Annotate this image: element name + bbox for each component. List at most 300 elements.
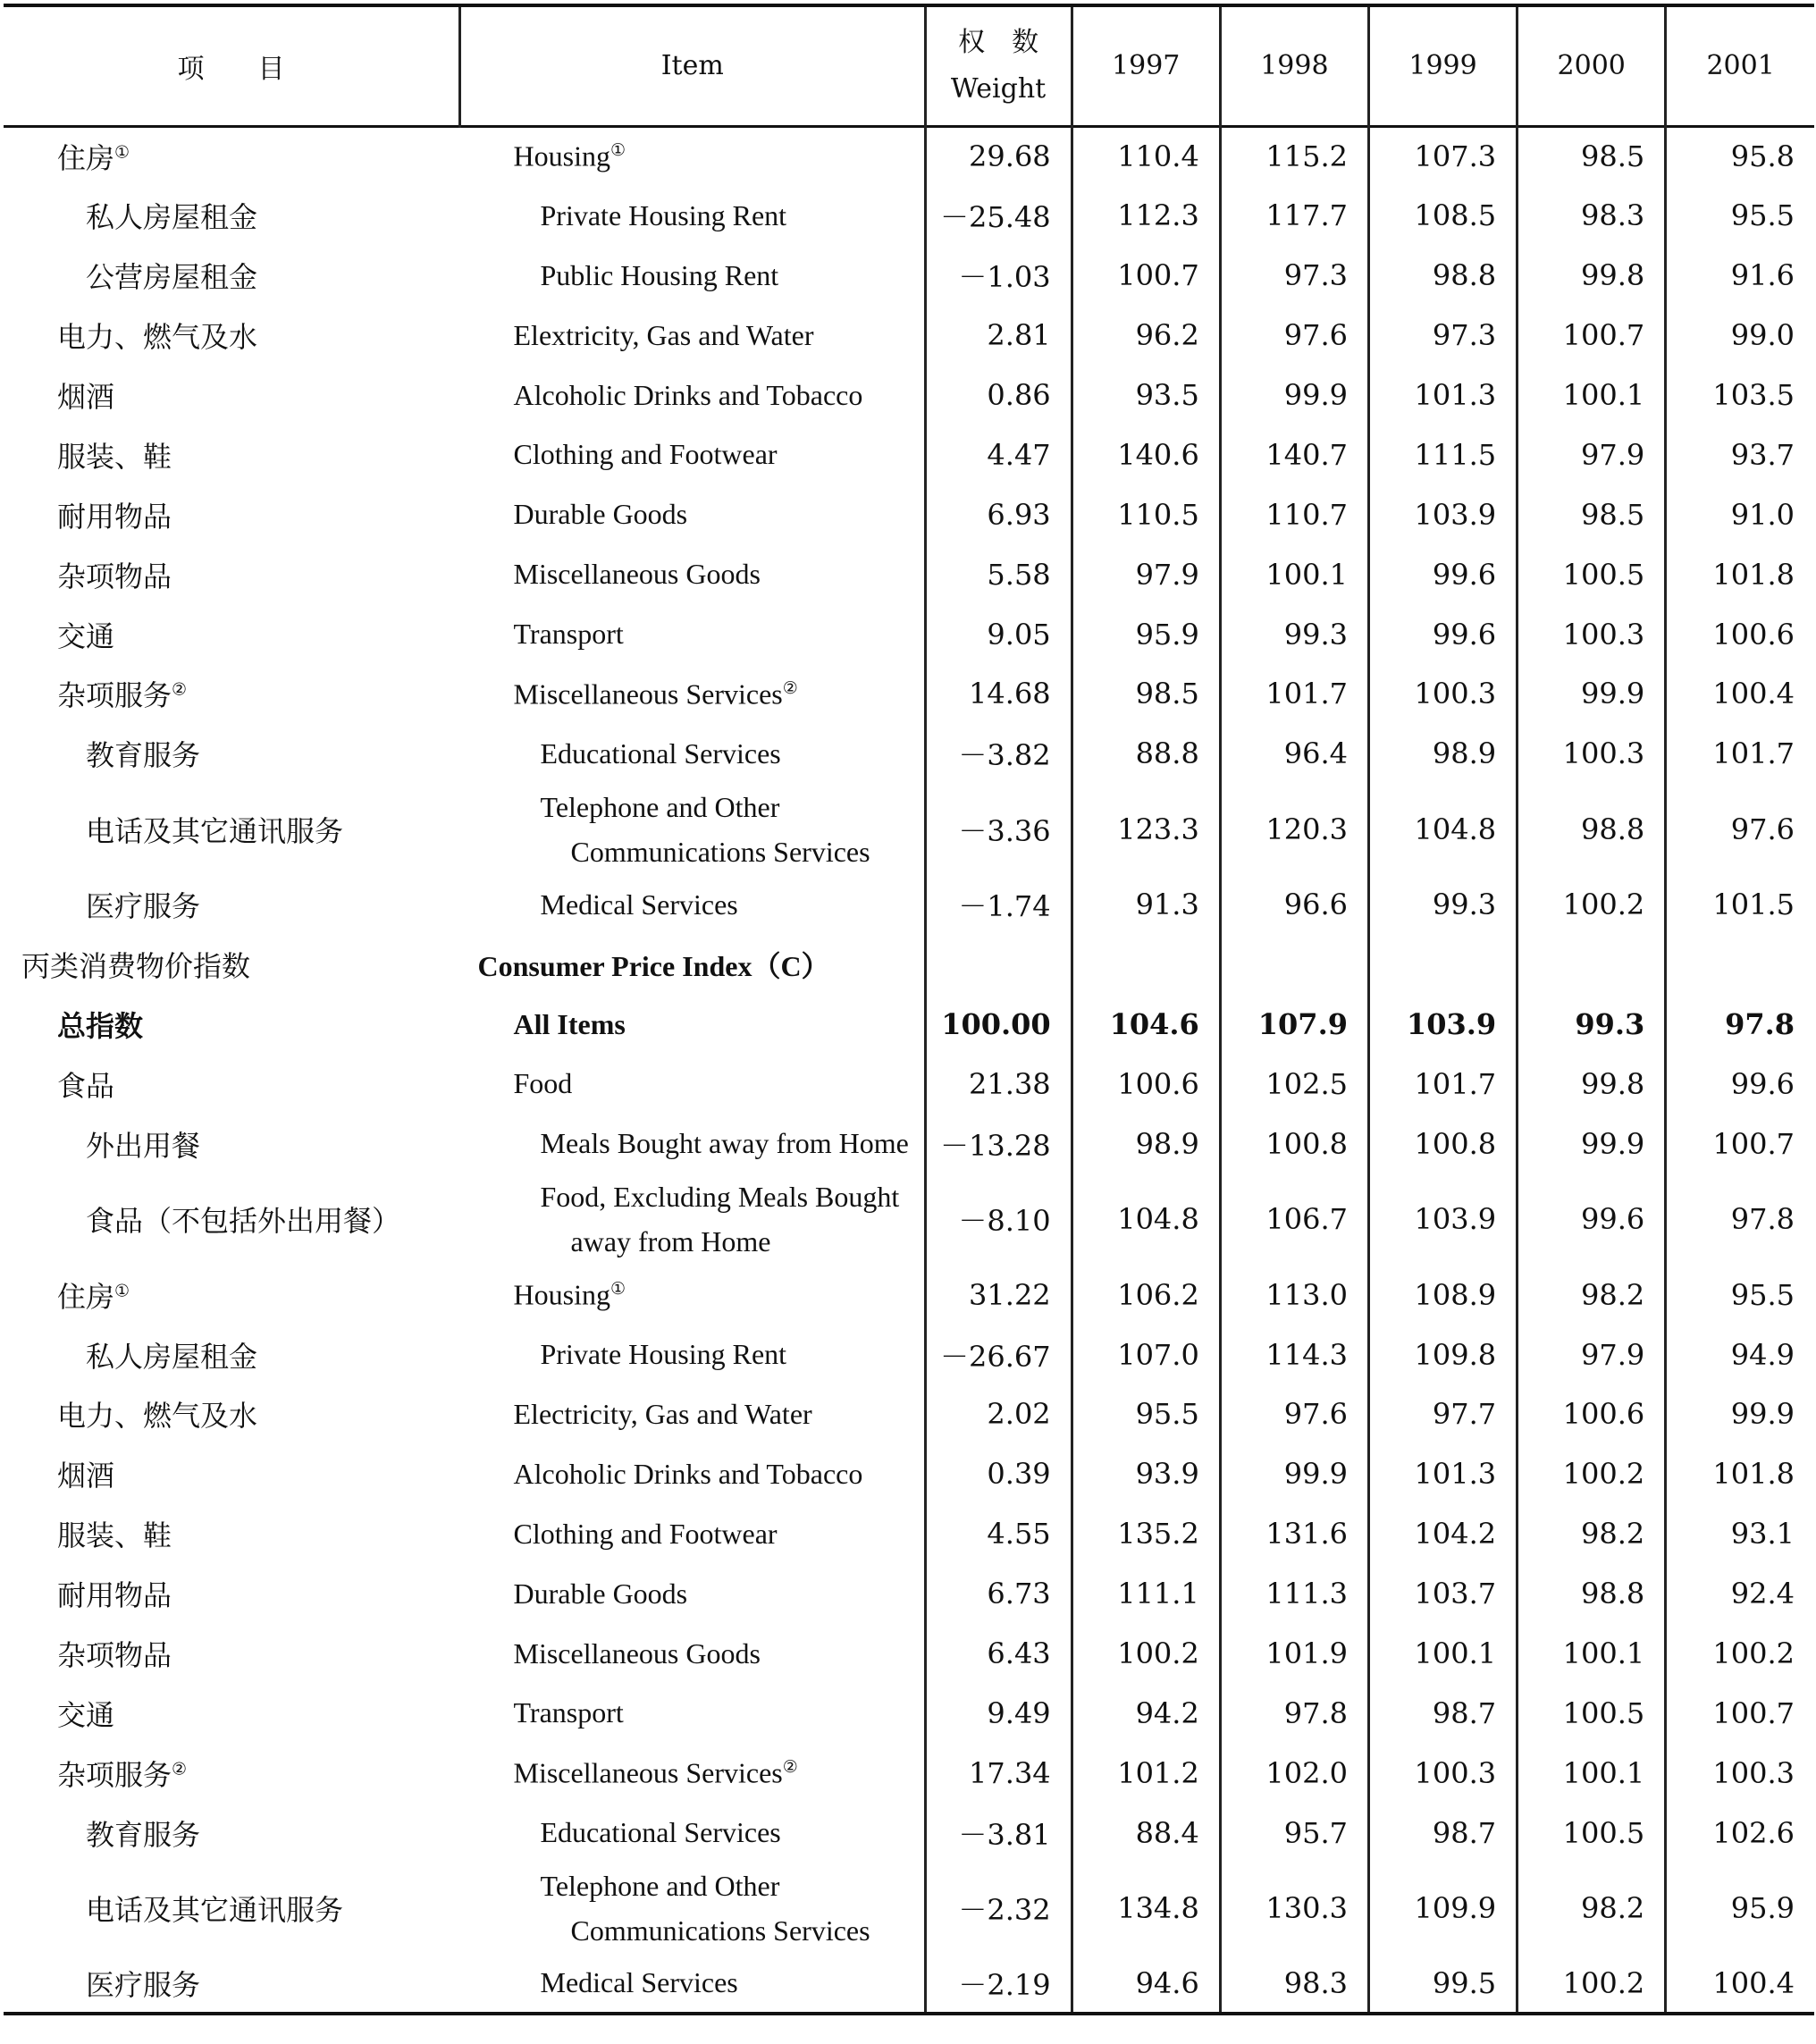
index-value-cell: 95.5 bbox=[1072, 1384, 1220, 1444]
index-value-cell: 107.9 bbox=[1220, 995, 1368, 1055]
item-en-label: Durable Goods bbox=[513, 1577, 688, 1610]
index-value-cell: 103.9 bbox=[1368, 484, 1517, 544]
item-cn-cell bbox=[4, 1384, 460, 1444]
index-value-cell: 111.5 bbox=[1368, 425, 1517, 484]
item-en-cell bbox=[460, 1173, 926, 1265]
item-en-cell bbox=[460, 544, 926, 604]
index-value-cell: 100.3 bbox=[1368, 1743, 1517, 1803]
index-value-cell: 100.5 bbox=[1518, 1803, 1666, 1863]
item-en-label: Miscellaneous Services bbox=[513, 1756, 783, 1789]
weight-cell: 6.93 bbox=[925, 484, 1072, 544]
item-cn-label: 医疗服务 bbox=[86, 889, 201, 924]
index-value-cell: 99.9 bbox=[1518, 664, 1666, 724]
index-value-cell: 95.5 bbox=[1666, 186, 1814, 246]
table-row bbox=[4, 1683, 1814, 1743]
item-cn-label: 服装、鞋 bbox=[57, 1518, 172, 1553]
item-cn-cell bbox=[4, 1444, 460, 1504]
item-en-cell bbox=[460, 664, 926, 724]
index-value-cell: 103.5 bbox=[1666, 366, 1814, 425]
table-row bbox=[4, 1054, 1814, 1114]
item-en-label: Public Housing Rent bbox=[540, 258, 779, 291]
index-value-cell: 117.7 bbox=[1220, 186, 1368, 246]
item-cn-label: 教育服务 bbox=[86, 1817, 201, 1852]
table-body bbox=[4, 126, 1814, 2014]
weight-cell: －8.10 bbox=[925, 1173, 1072, 1265]
item-en-label: Food, Excluding Meals Bought bbox=[540, 1181, 900, 1214]
item-en-cell bbox=[460, 784, 926, 875]
index-value-cell: 98.3 bbox=[1518, 186, 1666, 246]
index-value-cell: 98.9 bbox=[1072, 1114, 1220, 1173]
weight-cell: 2.81 bbox=[925, 306, 1072, 366]
item-en-label: Clothing and Footwear bbox=[513, 1517, 778, 1550]
index-value-cell: 98.2 bbox=[1518, 1504, 1666, 1564]
item-cn-cell bbox=[4, 1954, 460, 2014]
index-value-cell: 96.4 bbox=[1220, 724, 1368, 784]
item-en-label: Educational Services bbox=[540, 1816, 781, 1849]
index-value-cell: 110.7 bbox=[1220, 484, 1368, 544]
item-en-label: Clothing and Footwear bbox=[513, 438, 778, 471]
index-value-cell: 91.0 bbox=[1666, 484, 1814, 544]
index-value-cell: 99.3 bbox=[1220, 604, 1368, 664]
index-value-cell: 98.5 bbox=[1518, 484, 1666, 544]
index-value-cell: 99.5 bbox=[1368, 1954, 1517, 2014]
table-row bbox=[4, 366, 1814, 425]
header-cn-item: 项 目 bbox=[177, 53, 285, 85]
item-cn-cell bbox=[4, 784, 460, 875]
item-cn-label: 电力、燃气及水 bbox=[57, 1399, 258, 1434]
item-cn-cell bbox=[4, 425, 460, 484]
index-value-cell: 100.2 bbox=[1072, 1624, 1220, 1684]
item-en-cell bbox=[460, 186, 926, 246]
index-value-cell: 94.9 bbox=[1666, 1325, 1814, 1384]
index-value-cell: 106.2 bbox=[1072, 1265, 1220, 1325]
index-value-cell: 134.8 bbox=[1072, 1863, 1220, 1954]
weight-cell: －3.36 bbox=[925, 784, 1072, 875]
item-cn-label: 交通 bbox=[57, 1697, 115, 1732]
weight-cell: 9.49 bbox=[925, 1683, 1072, 1743]
index-value-cell: 101.2 bbox=[1072, 1743, 1220, 1803]
index-value-cell: 100.3 bbox=[1666, 1743, 1814, 1803]
item-cn-cell bbox=[4, 1173, 460, 1265]
index-value-cell: 112.3 bbox=[1072, 186, 1220, 246]
index-value-cell: 98.5 bbox=[1518, 126, 1666, 186]
item-cn-cell bbox=[4, 935, 460, 995]
index-value-cell: 100.7 bbox=[1666, 1114, 1814, 1173]
index-value-cell: 97.3 bbox=[1220, 246, 1368, 306]
item-cn-cell bbox=[4, 186, 460, 246]
index-value-cell: 100.7 bbox=[1666, 1683, 1814, 1743]
index-value-cell: 100.2 bbox=[1666, 1624, 1814, 1684]
item-en-label: Miscellaneous Services bbox=[513, 677, 783, 711]
table-row bbox=[4, 784, 1814, 875]
index-value-cell: 111.1 bbox=[1072, 1564, 1220, 1624]
table-row bbox=[4, 1954, 1814, 2014]
footnote-mark: ② bbox=[782, 1757, 798, 1777]
item-cn-label: 住房 bbox=[57, 1279, 115, 1314]
item-en-label: Telephone and Other bbox=[540, 1870, 780, 1903]
header-weight-cn: 权 数 bbox=[958, 26, 1039, 58]
header-year: 2001 bbox=[1666, 5, 1814, 126]
header-year: 2000 bbox=[1518, 5, 1666, 126]
index-value-cell: 140.7 bbox=[1220, 425, 1368, 484]
weight-cell: －25.48 bbox=[925, 186, 1072, 246]
index-value-cell: 101.7 bbox=[1220, 664, 1368, 724]
item-cn-cell bbox=[4, 1054, 460, 1114]
item-en-label: Consumer Price Index（C） bbox=[477, 950, 830, 983]
table-row bbox=[4, 1114, 1814, 1173]
index-value-cell: 100.3 bbox=[1518, 724, 1666, 784]
index-value-cell: 100.1 bbox=[1518, 366, 1666, 425]
table-row bbox=[4, 604, 1814, 664]
footnote-mark: ② bbox=[172, 1758, 188, 1779]
index-value-cell: 95.5 bbox=[1666, 1265, 1814, 1325]
item-cn-cell bbox=[4, 664, 460, 724]
index-value-cell: 101.7 bbox=[1368, 1054, 1517, 1114]
item-cn-cell bbox=[4, 995, 460, 1055]
weight-cell: 31.22 bbox=[925, 1265, 1072, 1325]
index-value-cell: 108.5 bbox=[1368, 186, 1517, 246]
item-cn-cell bbox=[4, 246, 460, 306]
item-en-cell bbox=[460, 875, 926, 935]
index-value-cell: 109.9 bbox=[1368, 1863, 1517, 1954]
table-row bbox=[4, 306, 1814, 366]
item-en-label: Transport bbox=[513, 618, 624, 651]
item-en-cell bbox=[460, 1054, 926, 1114]
item-en-cell bbox=[460, 995, 926, 1055]
item-en-cell bbox=[460, 1863, 926, 1954]
table-row bbox=[4, 425, 1814, 484]
item-cn-label: 食品 bbox=[57, 1068, 115, 1103]
table-row bbox=[4, 1265, 1814, 1325]
footnote-mark: ① bbox=[610, 1279, 626, 1299]
index-value-cell: 100.7 bbox=[1072, 246, 1220, 306]
item-en-cell bbox=[460, 1683, 926, 1743]
index-value-cell: 100.1 bbox=[1220, 544, 1368, 604]
index-value-cell: 97.8 bbox=[1666, 1173, 1814, 1265]
table-row bbox=[4, 664, 1814, 724]
item-en-label: Electricity, Gas and Water bbox=[513, 1397, 812, 1430]
item-cn-cell bbox=[4, 484, 460, 544]
item-en-label-line2: Communications Services bbox=[570, 1914, 870, 1947]
index-value-cell: 98.9 bbox=[1368, 724, 1517, 784]
index-value-cell: 110.4 bbox=[1072, 126, 1220, 186]
footnote-mark: ① bbox=[114, 141, 130, 163]
index-value-cell: 100.3 bbox=[1518, 604, 1666, 664]
item-en-cell bbox=[460, 484, 926, 544]
footnote-mark: ① bbox=[114, 1280, 130, 1301]
index-value-cell: 104.8 bbox=[1368, 784, 1517, 875]
index-value-cell: 99.3 bbox=[1368, 875, 1517, 935]
table-row bbox=[4, 1444, 1814, 1504]
index-value-cell: 92.4 bbox=[1666, 1564, 1814, 1624]
item-cn-label: 私人房屋租金 bbox=[86, 1339, 258, 1374]
item-cn-label: 公营房屋租金 bbox=[86, 260, 258, 295]
weight-cell: －1.03 bbox=[925, 246, 1072, 306]
index-value-cell bbox=[1220, 935, 1368, 995]
table-row bbox=[4, 724, 1814, 784]
item-cn-label: 杂项服务 bbox=[57, 678, 172, 713]
index-value-cell: 100.6 bbox=[1518, 1384, 1666, 1444]
index-value-cell: 98.8 bbox=[1368, 246, 1517, 306]
item-cn-label: 服装、鞋 bbox=[57, 439, 172, 474]
item-cn-cell bbox=[4, 1803, 460, 1863]
item-cn-cell bbox=[4, 1114, 460, 1173]
item-en-label: Meals Bought away from Home bbox=[540, 1127, 909, 1160]
index-value-cell: 100.2 bbox=[1518, 1444, 1666, 1504]
item-en-cell bbox=[460, 1803, 926, 1863]
item-en-label-line2: Communications Services bbox=[570, 835, 870, 868]
item-en-label: Housing bbox=[513, 1278, 610, 1311]
item-en-cell bbox=[460, 724, 926, 784]
index-value-cell: 113.0 bbox=[1220, 1265, 1368, 1325]
table-row bbox=[4, 1325, 1814, 1384]
index-value-cell: 97.8 bbox=[1220, 1683, 1368, 1743]
index-value-cell bbox=[1518, 935, 1666, 995]
item-cn-label: 杂项服务 bbox=[57, 1757, 172, 1792]
item-en-label: Transport bbox=[513, 1696, 624, 1729]
table-row bbox=[4, 1384, 1814, 1444]
index-value-cell: 120.3 bbox=[1220, 784, 1368, 875]
item-en-cell bbox=[460, 935, 926, 995]
index-value-cell: 100.4 bbox=[1666, 1954, 1814, 2014]
weight-cell: 29.68 bbox=[925, 126, 1072, 186]
item-cn-cell bbox=[4, 724, 460, 784]
header-year: 1999 bbox=[1368, 5, 1517, 126]
item-en-cell bbox=[460, 425, 926, 484]
item-en-label: Alcoholic Drinks and Tobacco bbox=[513, 378, 863, 411]
index-value-cell: 101.3 bbox=[1368, 366, 1517, 425]
index-value-cell: 108.9 bbox=[1368, 1265, 1517, 1325]
index-value-cell: 103.7 bbox=[1368, 1564, 1517, 1624]
table-row bbox=[4, 1624, 1814, 1684]
index-value-cell: 98.2 bbox=[1518, 1265, 1666, 1325]
weight-cell: 4.55 bbox=[925, 1504, 1072, 1564]
index-value-cell: 102.5 bbox=[1220, 1054, 1368, 1114]
index-value-cell: 93.5 bbox=[1072, 366, 1220, 425]
weight-cell: 21.38 bbox=[925, 1054, 1072, 1114]
item-cn-label: 住房 bbox=[57, 141, 115, 176]
index-value-cell: 99.9 bbox=[1666, 1384, 1814, 1444]
index-value-cell: 101.9 bbox=[1220, 1624, 1368, 1684]
table-row bbox=[4, 875, 1814, 935]
index-value-cell: 123.3 bbox=[1072, 784, 1220, 875]
weight-cell: 4.47 bbox=[925, 425, 1072, 484]
index-value-cell: 98.5 bbox=[1072, 664, 1220, 724]
price-index-table bbox=[4, 4, 1814, 2015]
item-en-cell bbox=[460, 1265, 926, 1325]
index-value-cell: 99.3 bbox=[1518, 995, 1666, 1055]
index-value-cell: 135.2 bbox=[1072, 1504, 1220, 1564]
weight-cell: 6.73 bbox=[925, 1564, 1072, 1624]
item-en-label: Medical Services bbox=[540, 1966, 738, 1999]
item-cn-cell bbox=[4, 875, 460, 935]
item-cn-cell bbox=[4, 1564, 460, 1624]
weight-cell: 5.58 bbox=[925, 544, 1072, 604]
table-header bbox=[4, 5, 1814, 126]
index-value-cell: 100.2 bbox=[1518, 875, 1666, 935]
item-en-cell bbox=[460, 1624, 926, 1684]
weight-cell: 2.02 bbox=[925, 1384, 1072, 1444]
index-value-cell: 94.6 bbox=[1072, 1954, 1220, 2014]
index-value-cell: 97.7 bbox=[1368, 1384, 1517, 1444]
index-value-cell: 99.8 bbox=[1518, 1054, 1666, 1114]
index-value-cell: 100.6 bbox=[1072, 1054, 1220, 1114]
item-cn-label: 外出用餐 bbox=[86, 1128, 201, 1163]
item-en-label: Educational Services bbox=[540, 736, 781, 770]
item-en-cell bbox=[460, 1384, 926, 1444]
index-value-cell: 99.6 bbox=[1518, 1173, 1666, 1265]
index-value-cell: 101.8 bbox=[1666, 1444, 1814, 1504]
index-value-cell: 98.7 bbox=[1368, 1803, 1517, 1863]
index-value-cell: 107.0 bbox=[1072, 1325, 1220, 1384]
index-value-cell: 93.7 bbox=[1666, 425, 1814, 484]
item-en-label-line2: away from Home bbox=[570, 1225, 771, 1258]
item-cn-label: 电话及其它通讯服务 bbox=[86, 1893, 344, 1928]
index-value-cell bbox=[1072, 935, 1220, 995]
item-en-cell bbox=[460, 366, 926, 425]
index-value-cell: 100.2 bbox=[1518, 1954, 1666, 2014]
index-value-cell: 99.6 bbox=[1666, 1054, 1814, 1114]
table-row bbox=[4, 1173, 1814, 1265]
index-value-cell: 95.8 bbox=[1666, 126, 1814, 186]
index-value-cell: 98.8 bbox=[1518, 1564, 1666, 1624]
item-en-cell bbox=[460, 1564, 926, 1624]
index-value-cell: 95.9 bbox=[1666, 1863, 1814, 1954]
item-cn-label: 交通 bbox=[57, 618, 115, 653]
index-value-cell: 100.8 bbox=[1220, 1114, 1368, 1173]
item-cn-cell bbox=[4, 1863, 460, 1954]
table-row bbox=[4, 1564, 1814, 1624]
item-cn-label: 电力、燃气及水 bbox=[57, 320, 258, 355]
weight-cell: 0.86 bbox=[925, 366, 1072, 425]
item-cn-cell bbox=[4, 366, 460, 425]
index-value-cell: 99.9 bbox=[1220, 1444, 1368, 1504]
index-value-cell: 100.3 bbox=[1368, 664, 1517, 724]
index-value-cell: 100.5 bbox=[1518, 1683, 1666, 1743]
item-en-label: Durable Goods bbox=[513, 498, 688, 531]
table-row bbox=[4, 484, 1814, 544]
table-row bbox=[4, 126, 1814, 186]
item-en-cell bbox=[460, 246, 926, 306]
weight-cell: 17.34 bbox=[925, 1743, 1072, 1803]
item-cn-label: 医疗服务 bbox=[86, 1967, 201, 2002]
item-cn-label: 耐用物品 bbox=[57, 499, 172, 534]
item-cn-label: 杂项物品 bbox=[57, 559, 172, 593]
item-cn-label: 私人房屋租金 bbox=[86, 200, 258, 235]
item-en-cell bbox=[460, 1325, 926, 1384]
table-row bbox=[4, 1743, 1814, 1803]
header-year: 1998 bbox=[1220, 5, 1368, 126]
weight-cell: －3.82 bbox=[925, 724, 1072, 784]
item-en-label: Private Housing Rent bbox=[540, 198, 787, 231]
index-value-cell: 115.2 bbox=[1220, 126, 1368, 186]
item-cn-cell bbox=[4, 126, 460, 186]
footnote-mark: ① bbox=[610, 141, 626, 161]
table-row bbox=[4, 935, 1814, 995]
item-cn-label: 丙类消费物价指数 bbox=[21, 949, 251, 984]
index-value-cell: 97.9 bbox=[1518, 1325, 1666, 1384]
index-value-cell: 97.6 bbox=[1220, 1384, 1368, 1444]
footnote-mark: ② bbox=[782, 678, 798, 698]
table-row bbox=[4, 995, 1814, 1055]
item-cn-label: 杂项物品 bbox=[57, 1638, 172, 1673]
index-value-cell: 98.3 bbox=[1220, 1954, 1368, 2014]
index-value-cell: 88.4 bbox=[1072, 1803, 1220, 1863]
weight-cell: 0.39 bbox=[925, 1444, 1072, 1504]
table-row bbox=[4, 186, 1814, 246]
item-en-label: Food bbox=[513, 1067, 573, 1100]
index-value-cell bbox=[1368, 935, 1517, 995]
index-value-cell: 111.3 bbox=[1220, 1564, 1368, 1624]
index-value-cell: 97.6 bbox=[1666, 784, 1814, 875]
index-value-cell: 97.3 bbox=[1368, 306, 1517, 366]
item-en-cell bbox=[460, 604, 926, 664]
weight-cell bbox=[925, 935, 1072, 995]
item-en-label: All Items bbox=[513, 1007, 626, 1040]
table-row bbox=[4, 1863, 1814, 1954]
weight-cell: －1.74 bbox=[925, 875, 1072, 935]
header-en-item: Item bbox=[460, 5, 926, 126]
footnote-mark: ② bbox=[172, 678, 188, 700]
header-weight-en: Weight bbox=[950, 72, 1047, 105]
table-row bbox=[4, 246, 1814, 306]
weight-cell: 6.43 bbox=[925, 1624, 1072, 1684]
index-value-cell: 101.8 bbox=[1666, 544, 1814, 604]
index-value-cell: 103.9 bbox=[1368, 995, 1517, 1055]
item-en-label: Miscellaneous Goods bbox=[513, 558, 761, 591]
index-value-cell: 94.2 bbox=[1072, 1683, 1220, 1743]
index-value-cell: 98.8 bbox=[1518, 784, 1666, 875]
index-value-cell: 88.8 bbox=[1072, 724, 1220, 784]
index-value-cell: 100.8 bbox=[1368, 1114, 1517, 1173]
item-cn-label: 总指数 bbox=[57, 1009, 144, 1044]
index-value-cell: 100.1 bbox=[1518, 1624, 1666, 1684]
index-value-cell: 110.5 bbox=[1072, 484, 1220, 544]
index-value-cell: 95.9 bbox=[1072, 604, 1220, 664]
item-en-cell bbox=[460, 1114, 926, 1173]
index-value-cell: 101.5 bbox=[1666, 875, 1814, 935]
table-row bbox=[4, 1504, 1814, 1564]
index-value-cell: 107.3 bbox=[1368, 126, 1517, 186]
weight-cell: －3.81 bbox=[925, 1803, 1072, 1863]
index-value-cell: 140.6 bbox=[1072, 425, 1220, 484]
item-cn-label: 耐用物品 bbox=[57, 1578, 172, 1613]
index-value-cell: 99.9 bbox=[1518, 1114, 1666, 1173]
item-en-cell bbox=[460, 306, 926, 366]
index-value-cell: 99.9 bbox=[1220, 366, 1368, 425]
index-value-cell: 93.9 bbox=[1072, 1444, 1220, 1504]
index-value-cell: 101.3 bbox=[1368, 1444, 1517, 1504]
index-value-cell: 104.6 bbox=[1072, 995, 1220, 1055]
item-cn-cell bbox=[4, 1683, 460, 1743]
index-value-cell: 114.3 bbox=[1220, 1325, 1368, 1384]
index-value-cell: 95.7 bbox=[1220, 1803, 1368, 1863]
item-en-cell bbox=[460, 1743, 926, 1803]
item-cn-label: 烟酒 bbox=[57, 1459, 115, 1493]
item-cn-label: 食品（不包括外出用餐） bbox=[86, 1204, 401, 1239]
item-en-label: Private Housing Rent bbox=[540, 1338, 787, 1371]
item-cn-cell bbox=[4, 306, 460, 366]
index-value-cell: 100.4 bbox=[1666, 664, 1814, 724]
weight-cell: 100.00 bbox=[925, 995, 1072, 1055]
index-value-cell: 100.6 bbox=[1666, 604, 1814, 664]
table-row bbox=[4, 1803, 1814, 1863]
index-value-cell: 98.7 bbox=[1368, 1683, 1517, 1743]
index-value-cell: 100.1 bbox=[1518, 1743, 1666, 1803]
index-value-cell: 97.8 bbox=[1666, 995, 1814, 1055]
index-value-cell: 100.7 bbox=[1518, 306, 1666, 366]
header-weight bbox=[925, 5, 1072, 126]
